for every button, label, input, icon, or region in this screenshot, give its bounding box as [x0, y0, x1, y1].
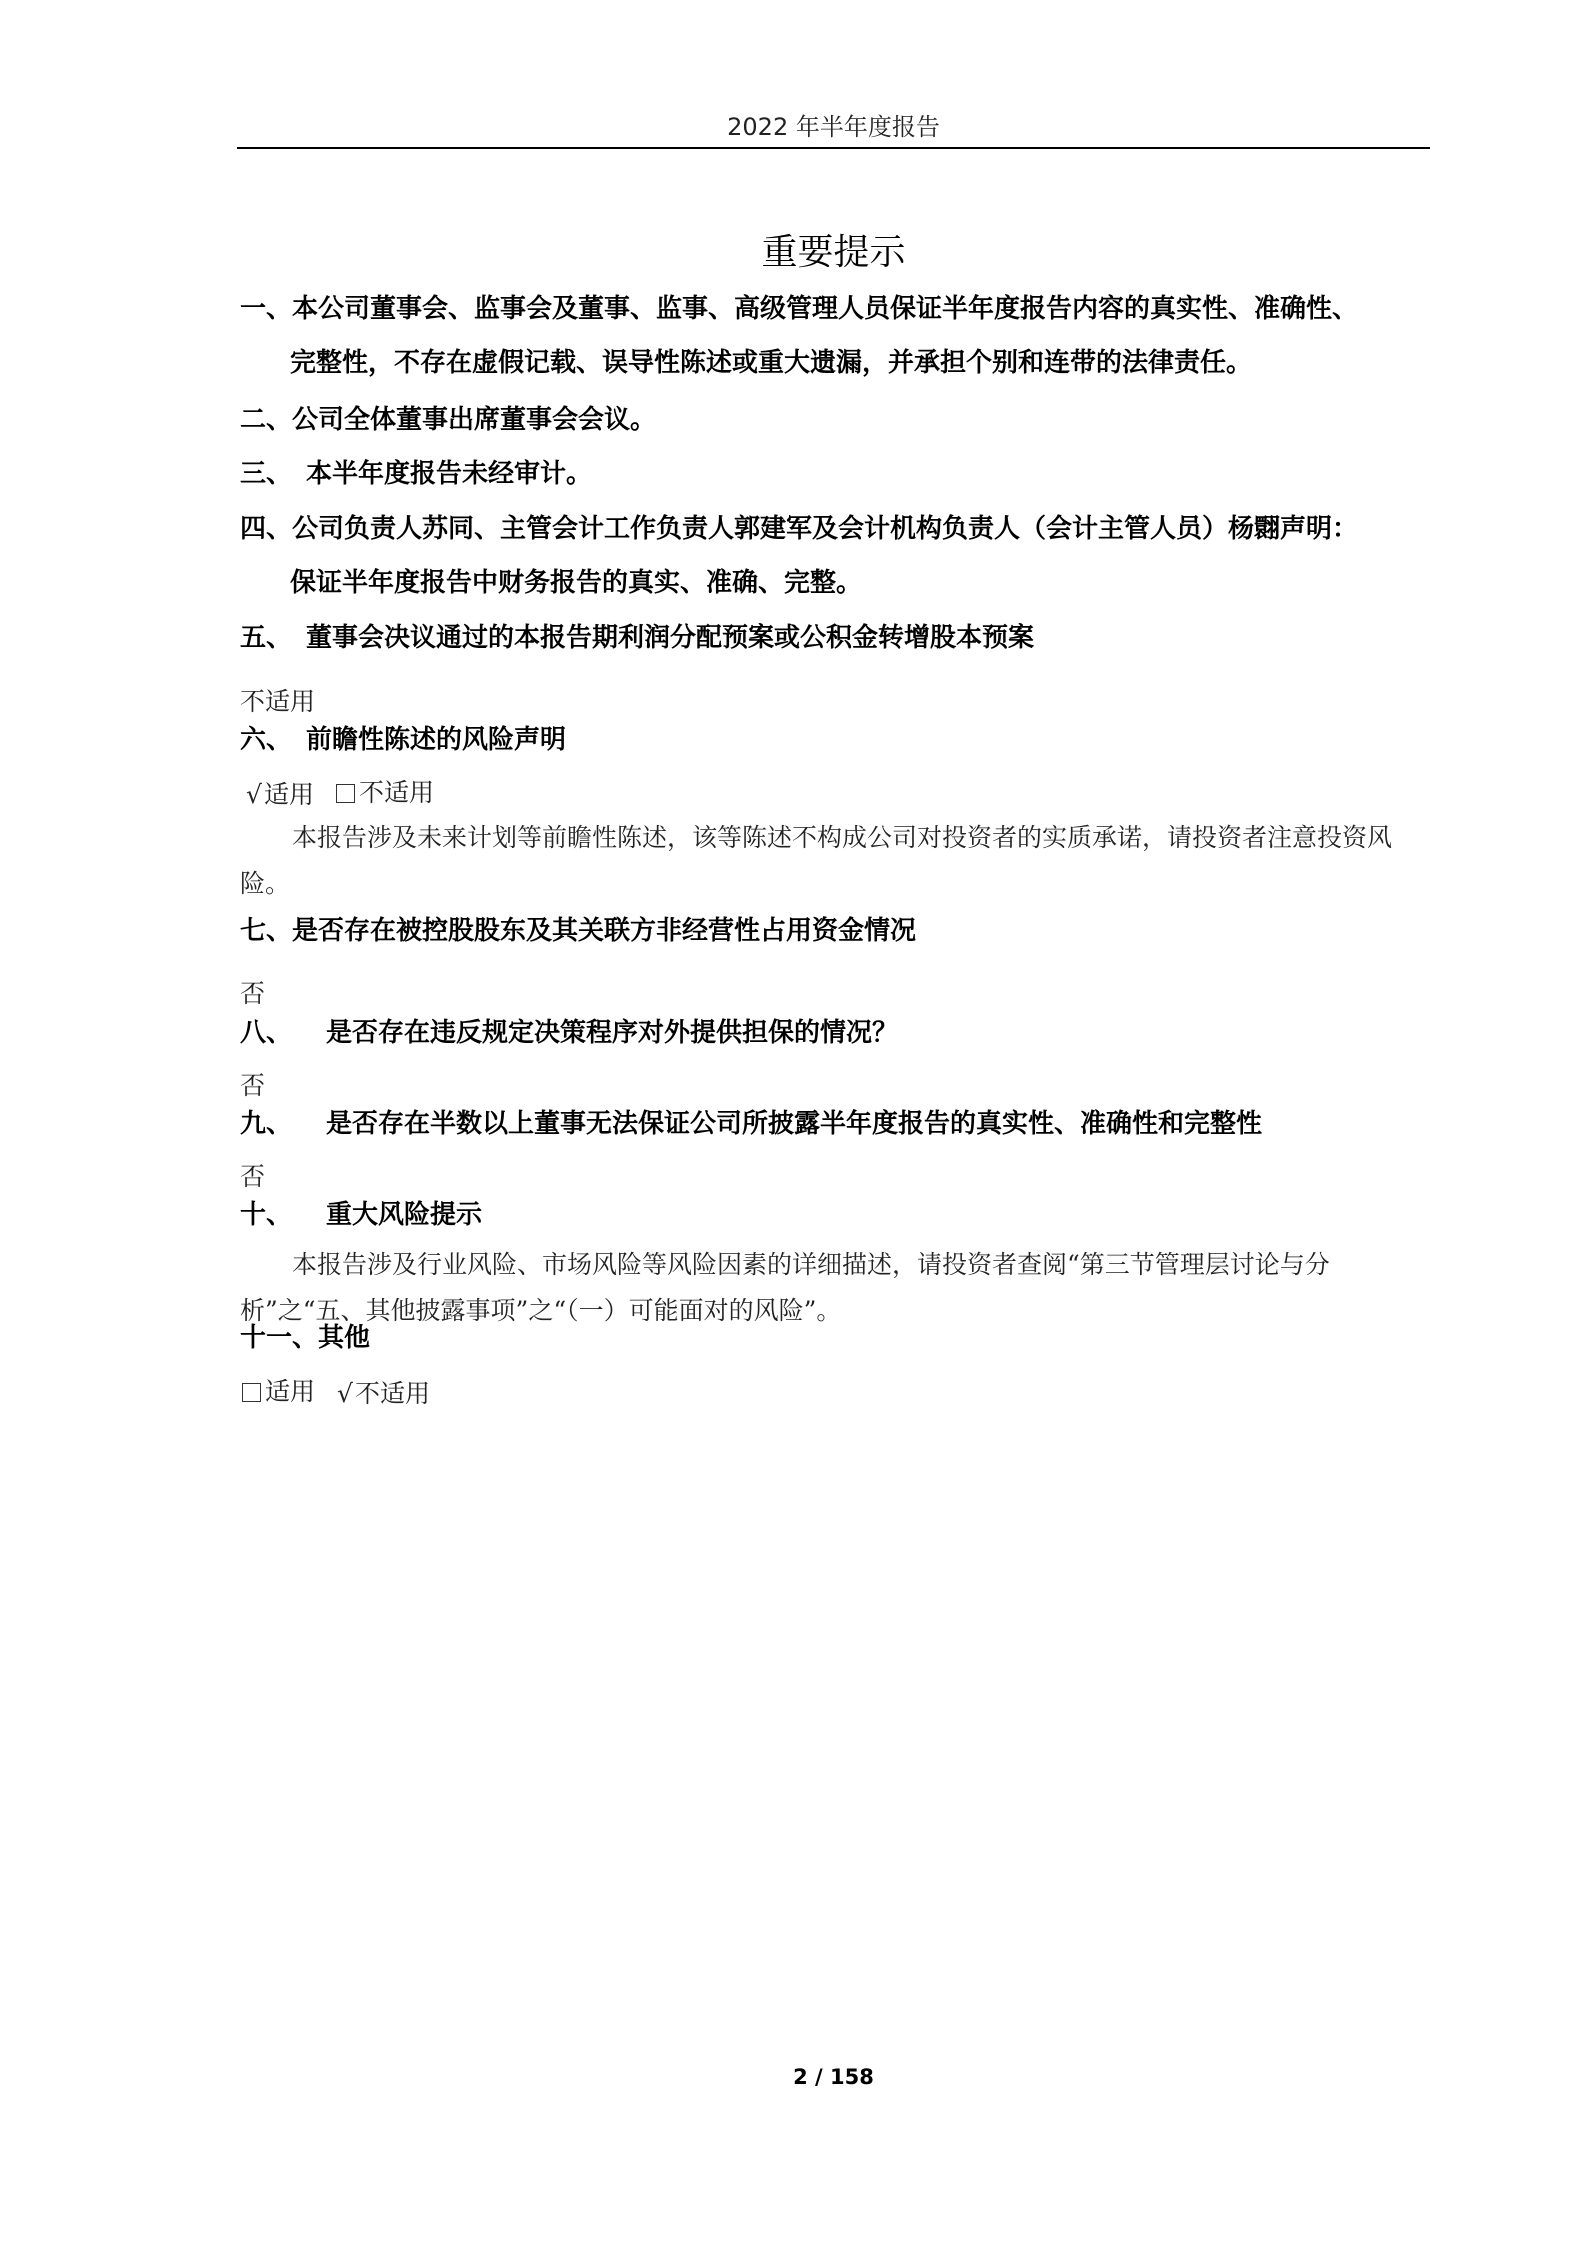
item-6	[240, 722, 566, 758]
running-header: 2022 年半年度报告	[727, 113, 940, 141]
item-10	[240, 1197, 482, 1233]
item-text: 本公司董事会、监事会及董事、监事、高级管理人员保证半年度报告内容的真实性、准确性、	[292, 294, 1359, 324]
item-7-answer: 否	[240, 979, 266, 1008]
item-11-options	[242, 1374, 430, 1412]
item-text: 前瞻性陈述的风险声明	[306, 725, 567, 755]
item-2	[240, 402, 656, 438]
item-text: 本半年度报告未经审计。	[306, 459, 593, 489]
item-11	[240, 1320, 370, 1356]
item-text: 公司负责人苏同、主管会计工作负责人郭建军及会计机构负责人（会计主管人员）杨翾声明：	[292, 514, 1359, 544]
item-number: 七、	[240, 916, 293, 946]
item-10-paragraph: 本报告涉及行业风险、市场风险等风险因素的详细描述，请投资者查阅“第三节管理层讨论与分析”之“五、其他披露事项”之“（一）可能面对的风险”。	[240, 1250, 1330, 1325]
item-4	[240, 511, 1358, 547]
option-label: 不适用	[354, 1378, 430, 1408]
item-5-answer: 不适用	[240, 687, 316, 716]
option-label: 适用	[265, 1377, 316, 1406]
item-number: 六、	[240, 725, 293, 755]
item-3	[240, 456, 592, 492]
item-6-options	[246, 775, 434, 813]
item-8-answer: 否	[240, 1071, 266, 1100]
item-1-continuation: 完整性，不存在虚假记载、误导性陈述或重大遗漏，并承担个别和连带的法律责任。	[290, 348, 1253, 378]
item-text: 是否存在半数以上董事无法保证公司所披露半年度报告的真实性、准确性和完整性	[326, 1109, 1263, 1139]
checkbox-empty-icon	[242, 1383, 261, 1402]
page-title: 重要提示	[761, 232, 906, 274]
item-number: 三、	[240, 459, 293, 489]
item-number: 八、	[240, 1018, 293, 1048]
item-6-paragraph: 本报告涉及未来计划等前瞻性陈述，该等陈述不构成公司对投资者的实质承诺，请投资者注意投资风险。	[240, 823, 1393, 898]
item-number: 四、	[240, 514, 293, 544]
item-text: 公司全体董事出席董事会会议。	[292, 405, 657, 435]
option-not-applicable-checked	[337, 1376, 430, 1412]
item-number: 五、	[240, 623, 293, 653]
item-number: 二、	[240, 405, 293, 435]
option-applicable	[242, 1374, 315, 1410]
item-text: 是否存在被控股股东及其关联方非经营性占用资金情况	[292, 916, 917, 946]
item-5	[240, 620, 1034, 656]
item-8	[240, 1015, 898, 1051]
item-text: 重大风险提示	[326, 1200, 483, 1230]
item-text: 是否存在违反规定决策程序对外提供担保的情况？	[326, 1018, 899, 1048]
item-number: 九、	[240, 1109, 293, 1139]
item-4-continuation: 保证半年度报告中财务报告的真实、准确、完整。	[290, 568, 863, 598]
checkbox-empty-icon	[336, 784, 355, 803]
check-icon: √	[337, 1378, 353, 1408]
check-icon: √	[246, 779, 262, 809]
item-9-answer: 否	[240, 1162, 266, 1191]
item-7	[240, 913, 916, 949]
item-text: 其他	[318, 1323, 371, 1353]
item-number: 一、	[240, 294, 293, 324]
option-label: 适用	[263, 779, 314, 809]
item-number: 十、	[240, 1200, 293, 1230]
option-applicable-checked	[246, 777, 314, 813]
option-not-applicable	[336, 775, 434, 811]
item-1	[240, 291, 1358, 327]
page-number: 2 / 158	[793, 2065, 874, 2089]
header-rule	[237, 147, 1430, 149]
option-label: 不适用	[358, 778, 434, 807]
item-text: 董事会决议通过的本报告期利润分配预案或公积金转增股本预案	[306, 623, 1035, 653]
item-9	[240, 1106, 1262, 1142]
item-number: 十一、	[240, 1323, 319, 1353]
